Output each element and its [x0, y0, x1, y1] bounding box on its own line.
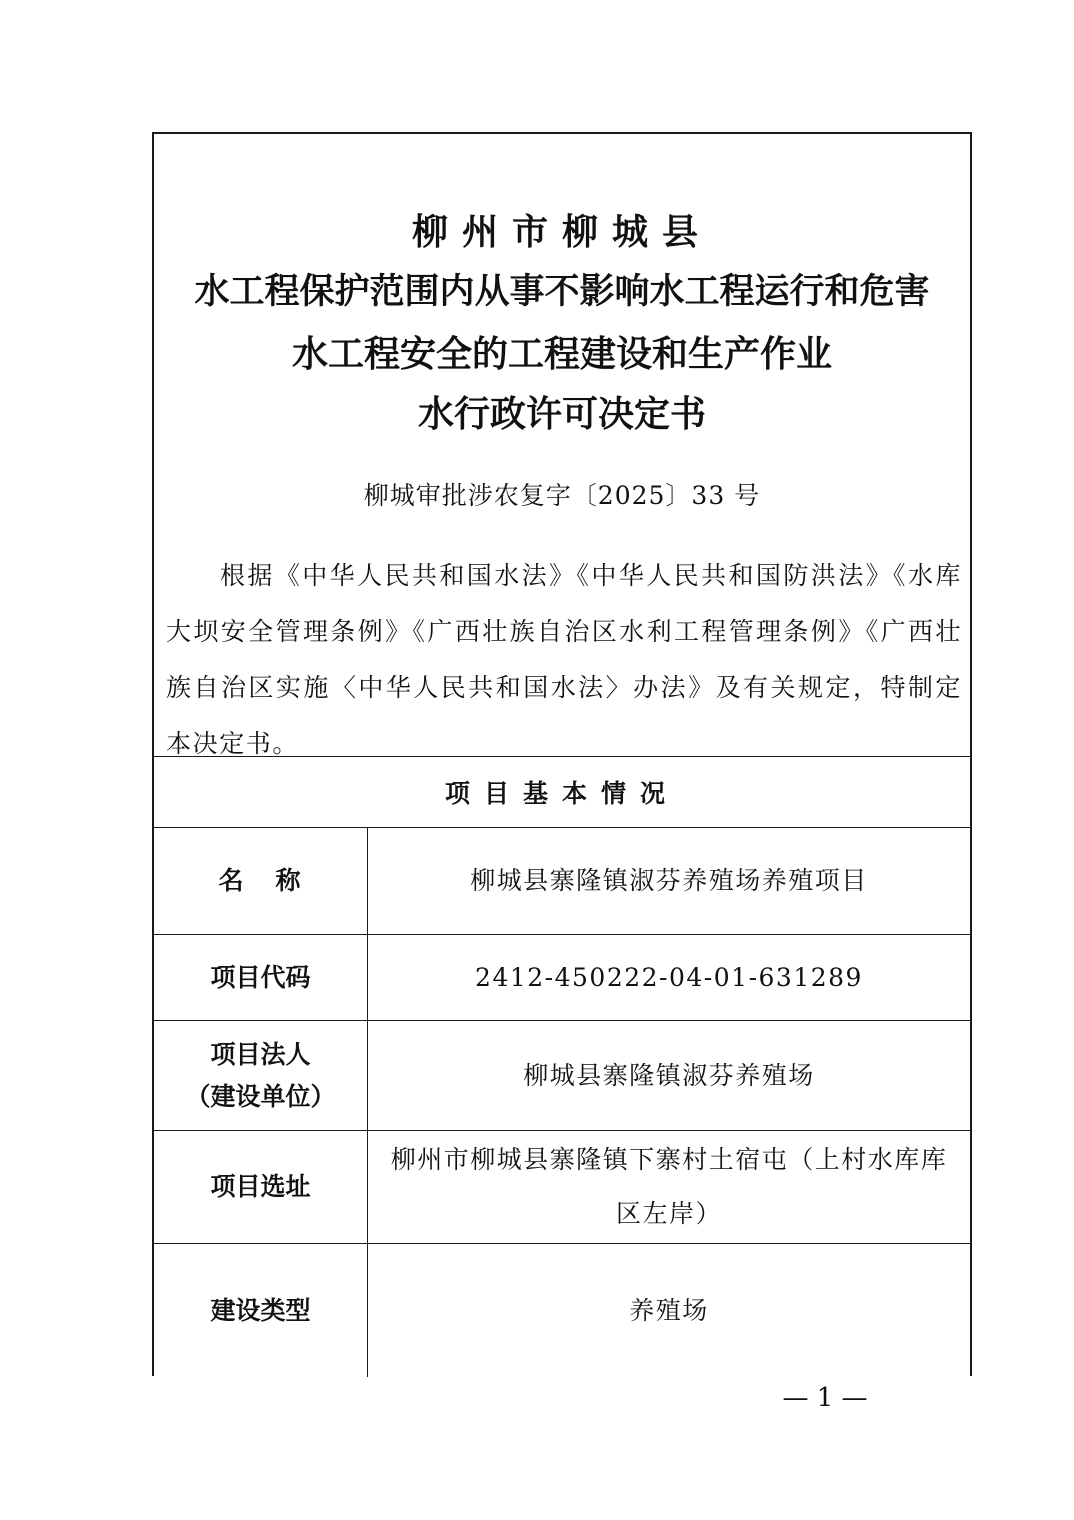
table-row-legal-person	[154, 1021, 970, 1131]
table-row-project-code	[154, 935, 970, 1021]
title-line-2: 水工程保护范围内从事不影响水工程运行和危害	[194, 272, 930, 312]
section-title: 项目基本情况	[154, 756, 970, 828]
decision-header	[154, 134, 970, 756]
value-construction-type: 养殖场	[629, 1295, 709, 1325]
title-line-4: 水行政许可决定书	[417, 394, 706, 435]
document-number: 柳城审批涉农复字〔2025〕33 号	[363, 481, 761, 510]
label-construction-type: 建设类型	[154, 1244, 368, 1377]
label-name: 名称	[154, 828, 368, 934]
label-project-code: 项目代码	[154, 935, 368, 1020]
legal-basis-paragraph: 根据《中华人民共和国水法》《中华人民共和国防洪法》《水库大坝安全管理条例》《广西壮族自治区水利工程管理条例》《广西壮族自治区实施〈中华人民共和国水法〉办法》及有关规定，特制定本决定书。	[166, 561, 962, 758]
value-project-code: 2412-450222-04-01-631289	[475, 962, 863, 992]
value-location: 柳州市柳城县寨隆镇下寨村土宿屯（上村水库库区左岸）	[390, 1145, 948, 1228]
value-legal-person: 柳城县寨隆镇淑芬养殖场	[523, 1060, 815, 1090]
label-legal-person-line2: （建设单位）	[185, 1081, 336, 1111]
page-number: — 1 —	[782, 1383, 868, 1413]
table-row-name	[154, 828, 970, 935]
label-legal-person	[154, 1021, 368, 1130]
table-row-location	[154, 1131, 970, 1244]
value-name: 柳城县寨隆镇淑芬养殖场养殖项目	[470, 866, 868, 895]
project-info-table	[154, 828, 970, 1377]
title-line-3: 水工程安全的工程建设和生产作业	[291, 334, 832, 375]
label-location: 项目选址	[154, 1131, 368, 1243]
title-line-1: 柳州市柳城县	[411, 212, 712, 253]
label-legal-person-line1: 项目法人	[210, 1039, 311, 1069]
document-frame	[152, 132, 972, 1376]
table-row-construction-type	[154, 1244, 970, 1377]
